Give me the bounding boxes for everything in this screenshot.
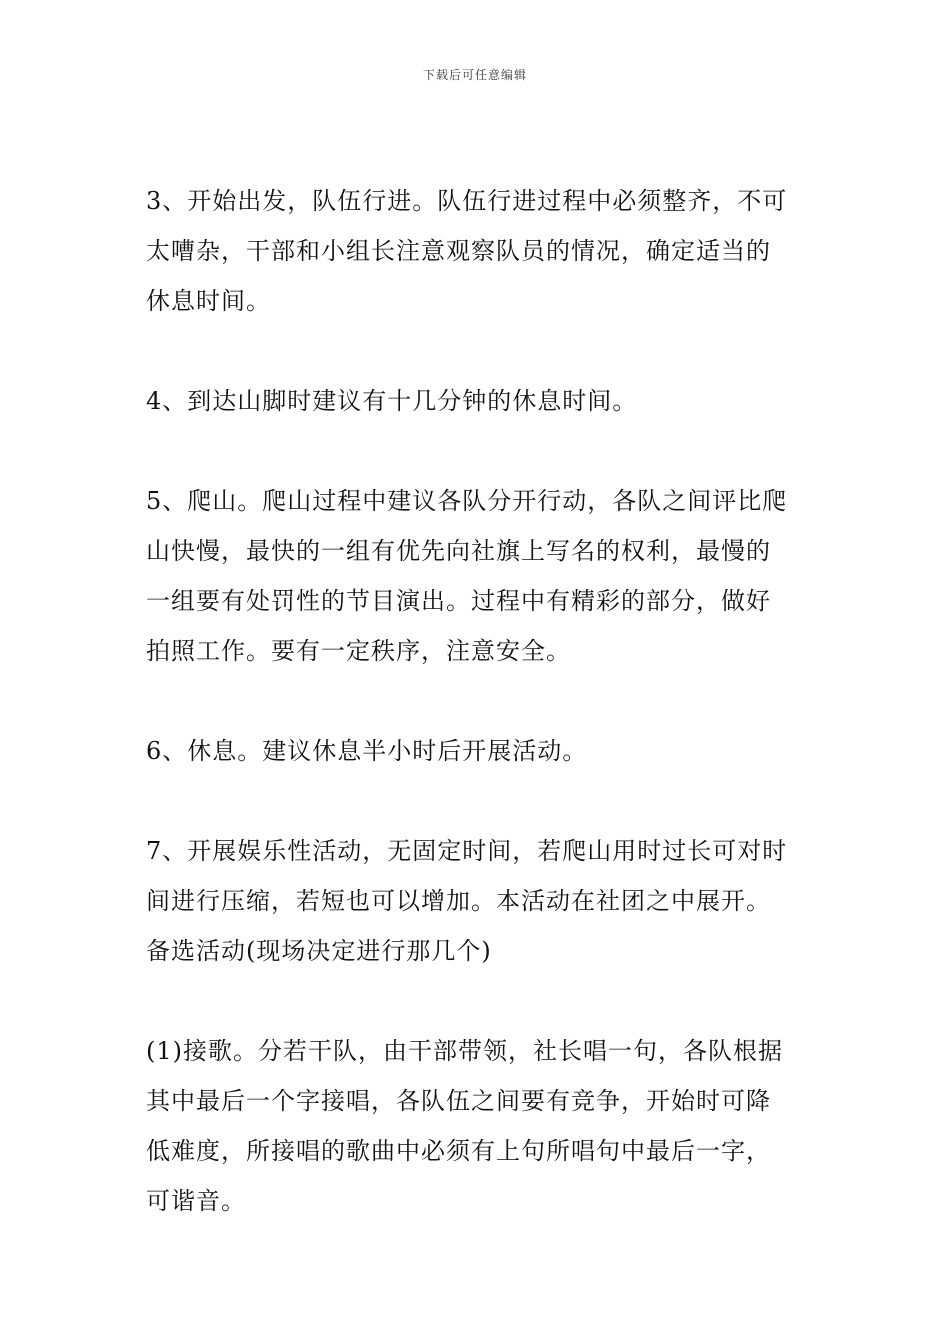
text-line: 可谐音。: [146, 1187, 246, 1215]
text-line: 间进行压缩，若短也可以增加。本活动在社团之中展开。: [146, 887, 771, 915]
text-line: 5、爬山。爬山过程中建议各队分开行动，各队之间评比爬: [146, 487, 788, 515]
paragraph-step-7: [146, 826, 811, 976]
text-line: 其中最后一个字接唱，各队伍之间要有竞争，开始时可降: [146, 1087, 771, 1115]
text-line: 太嘈杂，干部和小组长注意观察队员的情况，确定适当的: [146, 237, 771, 265]
paragraph-activity-1: [146, 1026, 811, 1226]
text-line: 拍照工作。要有一定秩序，注意安全。: [146, 637, 571, 665]
text-line: 休息时间。: [146, 287, 271, 315]
text-line: 6、休息。建议休息半小时后开展活动。: [146, 737, 588, 765]
paragraph-step-6: [146, 726, 811, 776]
text-line: 山快慢，最快的一组有优先向社旗上写名的权利，最慢的: [146, 537, 771, 565]
text-line: (1)接歌。分若干队，由干部带领，社长唱一句，各队根据: [146, 1037, 783, 1065]
text-line: 7、开展娱乐性活动，无固定时间，若爬山用时过长可对时: [146, 837, 788, 865]
paragraph-step-3: [146, 176, 811, 326]
document-body: [146, 176, 811, 1226]
text-line: 3、开始出发，队伍行进。队伍行进过程中必须整齐，不可: [146, 187, 788, 215]
text-line: 4、到达山脚时建议有十几分钟的休息时间。: [146, 387, 638, 415]
text-line: 备选活动(现场决定进行那几个): [146, 937, 492, 965]
paragraph-step-5: [146, 476, 811, 676]
text-line: 低难度，所接唱的歌曲中必须有上句所唱句中最后一字，: [146, 1137, 771, 1165]
text-line: 一组要有处罚性的节目演出。过程中有精彩的部分，做好: [146, 587, 771, 615]
page-header: 下载后可任意编辑: [422, 68, 527, 82]
paragraph-step-4: [146, 376, 811, 426]
